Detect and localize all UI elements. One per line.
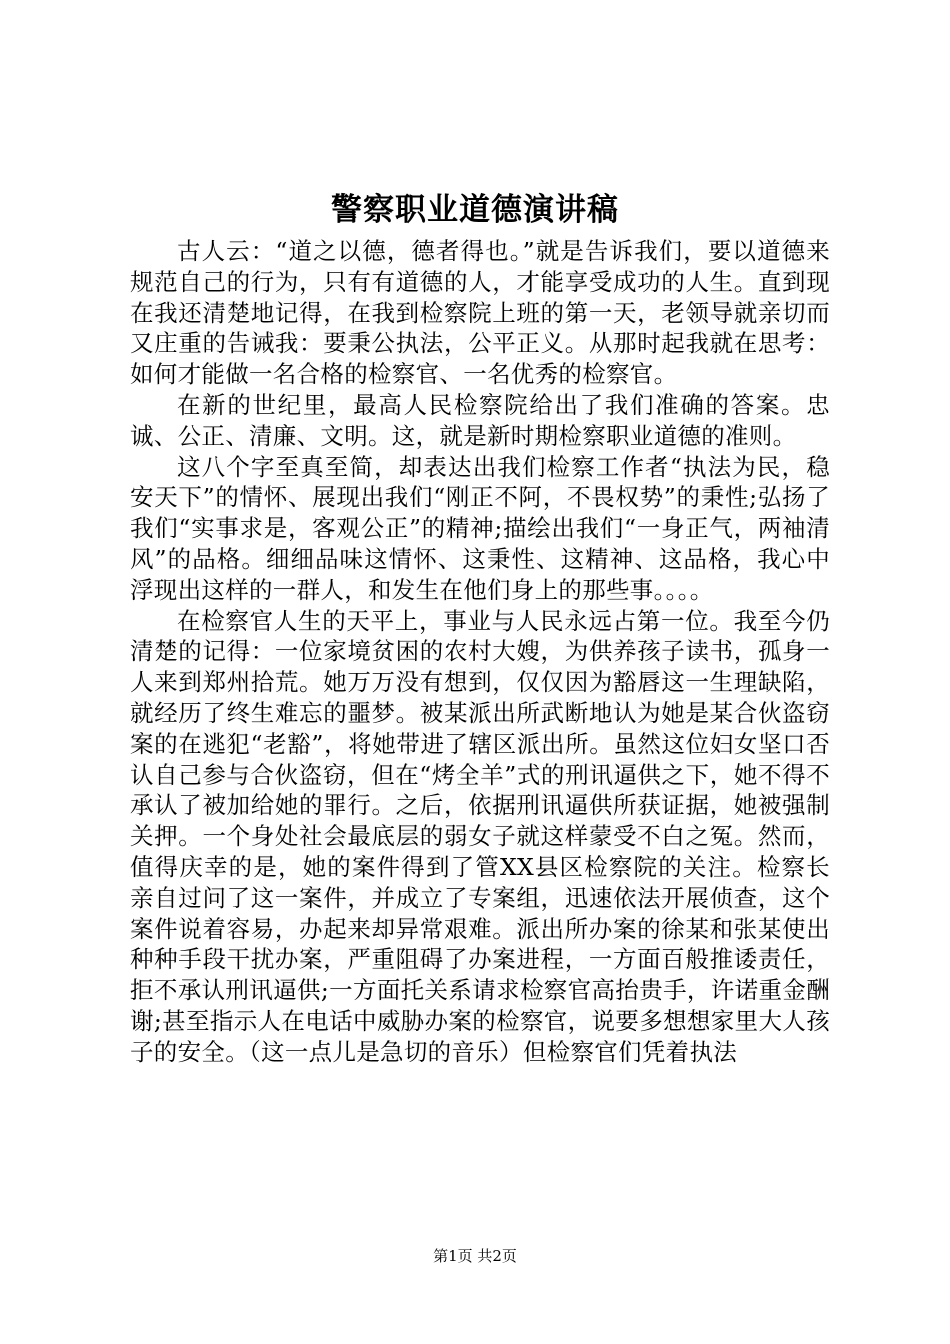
document-body [130, 236, 830, 1068]
paragraph-2: 在新的世纪里，最高人民检察院给出了我们准确的答案。忠诚、公正、清廉、文明。这，就是新时期检察职业道德的准则。 [130, 390, 830, 450]
document-title: 警察职业道德演讲稿 [331, 192, 619, 228]
paragraph-1: 古人云：“道之以德，德者得也。”就是告诉我们，要以道德来规范自己的行为，只有有道德的人，才能享受成功的人生。直到现在我还清楚地记得，在我到检察院上班的第一天，老领导就亲切而又庄重的告诫我：要秉公执法，公平正义。从那时起我就在思考：如何才能做一名合格的检察官、一名优秀的检察官。 [130, 237, 830, 389]
paragraph-3: 这八个字至真至简，却表达出我们检察工作者“执法为民，稳安天下”的情怀、展现出我们“刚正不阿，不畏权势”的秉性;弘扬了我们“实事求是，客观公正”的精神;描绘出我们“一身正气，两袖清风”的品格。细细品味这情怀、这秉性、这精神、这品格，我心中浮现出这样的一群人，和发生在他们身上的那些事。。。。 [130, 452, 830, 604]
page-number-footer: 第1页 共2页 [433, 1247, 517, 1265]
paragraph-4: 在检察官人生的天平上，事业与人民永远占第一位。我至今仍清楚的记得：一位家境贫困的农村大嫂，为供养孩子读书，孤身一人来到郑州拾荒。她万万没有想到，仅仅因为豁唇这一生理缺陷，就经历了终生难忘的噩梦。被某派出所武断地认为她是某合伙盗窃案的在逃犯“老豁”，将她带进了辖区派出所。虽然这位妇女坚口否认自己参与合伙盗窃，但在“烤全羊”式的刑讯逼供之下，她不得不承认了被加给她的罪行。之后，依据刑讯逼供所获证据，她被强制关押。一个身处社会最底层的弱女子就这样蒙受不白之冤。然而，值得庆幸的是，她的案件得到了管XX县区检察院的关注。检察长亲自过问了这一案件，并成立了专案组，迅速依法开展侦查，这个案件说着容易，办起来却异常艰难。派出所办案的徐某和张某使出种种手段干扰办案，严重阻碍了办案进程，一方面百般推诿责任，拒不承认刑讯逼供;一方面托关系请求检察官高抬贵手，许诺重金酬谢;甚至指示人在电话中威胁办案的检察官，说要多想想家里大人孩子的安全。（这一点儿是急切的音乐）但检察官们凭着执法 [130, 606, 830, 1066]
